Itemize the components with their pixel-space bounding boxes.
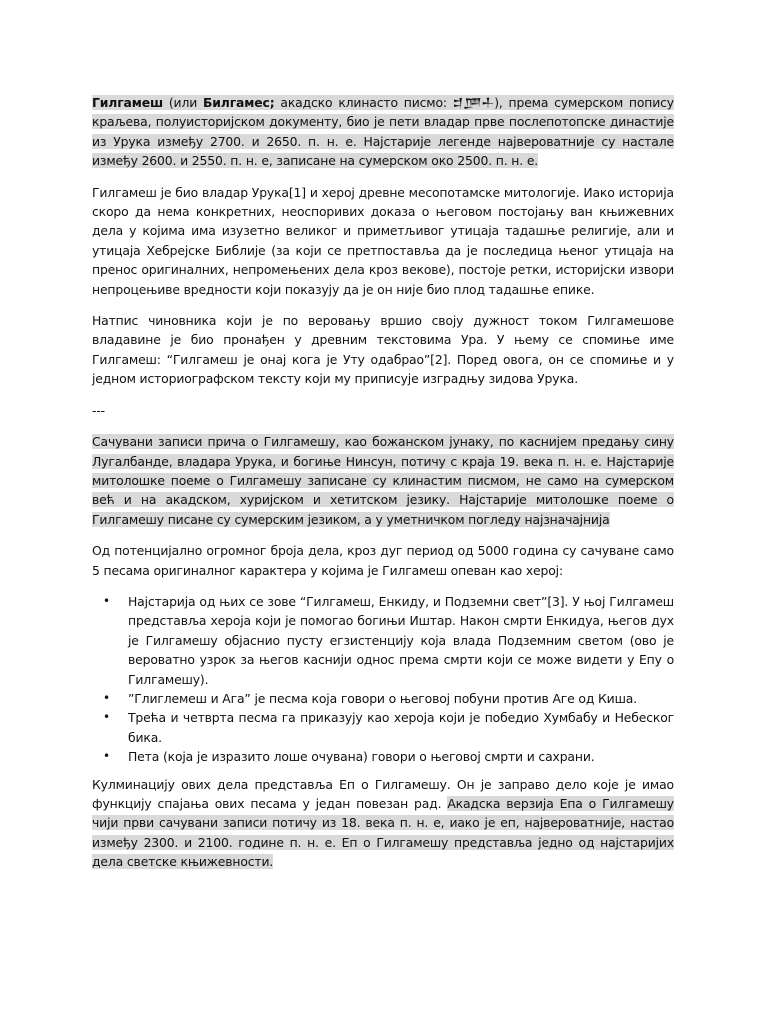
name-bilgames: Билгамес; (202, 95, 275, 110)
records-highlight: Сачувани записи прича о Гилгамешу, као божанском јунаку, по каснијем предању сину Лугалбанде, владара Урука, и богиње Нинсун, потичу с краја 19. века п. н. е. Најстарије митолошке поеме о Гилгамешу записане су клинастим писмом, не само на сумерском већ и на акадском, хуријском и хетитском језику. Најстарије митолошке поеме о Гилгамешу писане су сумерским језиком, а у уметничком погледу најзначајнија (92, 434, 674, 527)
list-item (103, 708, 674, 747)
history-paragraph: Гилгамеш је био владар Урука[1] и херој древне месопотамске митологије. Иако историја скоро да нема конкретних, неоспоривих доказа о његовом постојању ван књижевних дела у којима има изузетно великог и приметљивог утицаја тадашње религије, али и утицаја Хебрејске Библије (за који се претпоставља да је последица њеног утицаја на пренос оригиналних, непромењених дела кроз векове), постоје ретки, историјски извори непроцењиве вредности који показују да је он није био плод тадашње епике. (92, 184, 674, 297)
list-item-text: Пета (која је изразито лоше очувана) говори о његовој смрти и сахрани. (128, 749, 595, 765)
intro-text-1: (или (162, 95, 203, 110)
separator: --- (92, 402, 105, 418)
name-gilgamesh: Гилгамеш (92, 95, 163, 110)
list-item (103, 592, 674, 689)
epic-text: Кулминацију ових дела представља Еп о Гилгамешу. Он је заправо дело које је имао функцију спајања ових песама у један повезан рад. (92, 776, 674, 811)
epic-paragraph (92, 775, 674, 872)
songs-list (92, 592, 674, 767)
list-item-text: ”Глиглемеш и Ага” је песма која говори о његовој побуни против Аге од Киша. (128, 690, 638, 706)
list-item-text: Најстарија од њих се зове “Гилгамеш, Енкиду, и Подземни свет”[3]. У њој Гилгамеш представља хероја који је помогао богињи Иштар. Након смрти Енкидуа, његов дух је Гилгамешу објаснио пусту егзистенцију која влада Подземним светом (ово је вероватно узрок за његов каснији однос према смрти који се може видети у Епу о Гилгамешу). (128, 593, 674, 687)
list-item (103, 747, 674, 766)
records-paragraph (92, 432, 674, 529)
bullet-icon: • (103, 749, 110, 764)
bullet-icon: • (103, 593, 110, 608)
songs-intro-paragraph: Од потенцијално огромног броја дела, кроз дуг период од 5000 година су сачуване само 5 песама оригиналног карактера у којима је Гилгамеш опеван као херој: (92, 543, 674, 578)
list-item (103, 689, 674, 708)
intro-text-2: акадско клинасто писмо: 𒄑𒂆𒈦), према сумерском попису краљева, полуисторијском документу, био је пети владар прве послепотопске династије из Урука између 2700. и 2650. п. н. е. Најстарије легенде највероватније су настале између 2600. и 2550. п. н. е, записане на сумерском око 2500. п. н. е. (92, 95, 674, 169)
intro-highlight (92, 95, 674, 168)
list-item-text: Трећа и четврта песма га приказују као хероја који је победио Хумбабу и Небеског бика. (128, 710, 674, 745)
bullet-icon: • (103, 710, 110, 725)
intro-paragraph (92, 93, 674, 171)
epic-highlight: Акадска верзија Епа о Гилгамешу чији први сачувани записи потичу из 18. века п. н. е, иако је еп, највероватније, настао између 2300. и 2100. године п. н. е. Еп о Гилгамешу представља једно од најстаријих дела светске књижевности. (92, 796, 674, 870)
inscription-paragraph: Натпис чиновника који је по веровању вршио своју дужност током Гилгамешове владавине је био пронађен у древним текстовима Ура. У њему се спомиње име Гилгамеш: “Гилгамеш је онај кога је Уту одабрао”[2]. Поред овога, он се спомиње и у једном историографском тексту који му приписује изградњу зидова Урука. (92, 313, 674, 387)
document-page (92, 93, 674, 884)
bullet-icon: • (103, 690, 110, 705)
